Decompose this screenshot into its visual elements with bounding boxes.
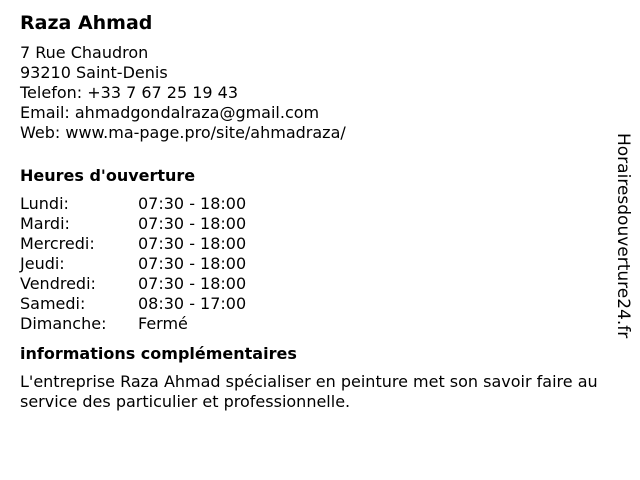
- business-name: Raza Ahmad: [20, 12, 153, 34]
- hours-row: [20, 254, 600, 274]
- time-value: 07:30 - 18:00: [138, 274, 247, 293]
- time-value: 07:30 - 18:00: [138, 194, 247, 213]
- day-label: Samedi:: [20, 294, 86, 313]
- hours-row: [20, 234, 600, 254]
- time-value: 07:30 - 18:00: [138, 234, 247, 253]
- email-line: Email: ahmadgondalraza@gmail.com: [20, 103, 320, 122]
- time-value: 07:30 - 18:00: [138, 254, 247, 273]
- site-brand-watermark: Horairesdouverture24.fr: [613, 133, 633, 339]
- phone-line: Telefon: +33 7 67 25 19 43: [20, 83, 239, 102]
- day-label: Lundi:: [20, 194, 69, 213]
- hours-table: [20, 194, 600, 334]
- business-card: [20, 10, 600, 412]
- hours-row: [20, 214, 600, 234]
- hours-row: [20, 194, 600, 214]
- day-label: Jeudi:: [20, 254, 65, 273]
- street-address: 7 Rue Chaudron: [20, 43, 149, 62]
- hours-row: [20, 294, 600, 314]
- hours-title: Heures d'ouverture: [20, 166, 196, 185]
- hours-row: [20, 274, 600, 294]
- web-line: Web: www.ma-page.pro/site/ahmadraza/: [20, 123, 346, 142]
- day-label: Mercredi:: [20, 234, 95, 253]
- hours-row: [20, 314, 600, 334]
- time-value: 08:30 - 17:00: [138, 294, 247, 313]
- time-value: Fermé: [138, 314, 188, 333]
- day-label: Dimanche:: [20, 314, 107, 333]
- day-label: Vendredi:: [20, 274, 96, 293]
- day-label: Mardi:: [20, 214, 70, 233]
- contact-block: [20, 43, 600, 143]
- time-value: 07:30 - 18:00: [138, 214, 247, 233]
- info-title: informations complémentaires: [20, 344, 297, 363]
- info-text: L'entreprise Raza Ahmad spécialiser en peinture met son savoir faire au service des particulier et professionnelle.: [20, 372, 598, 411]
- city-address: 93210 Saint-Denis: [20, 63, 168, 82]
